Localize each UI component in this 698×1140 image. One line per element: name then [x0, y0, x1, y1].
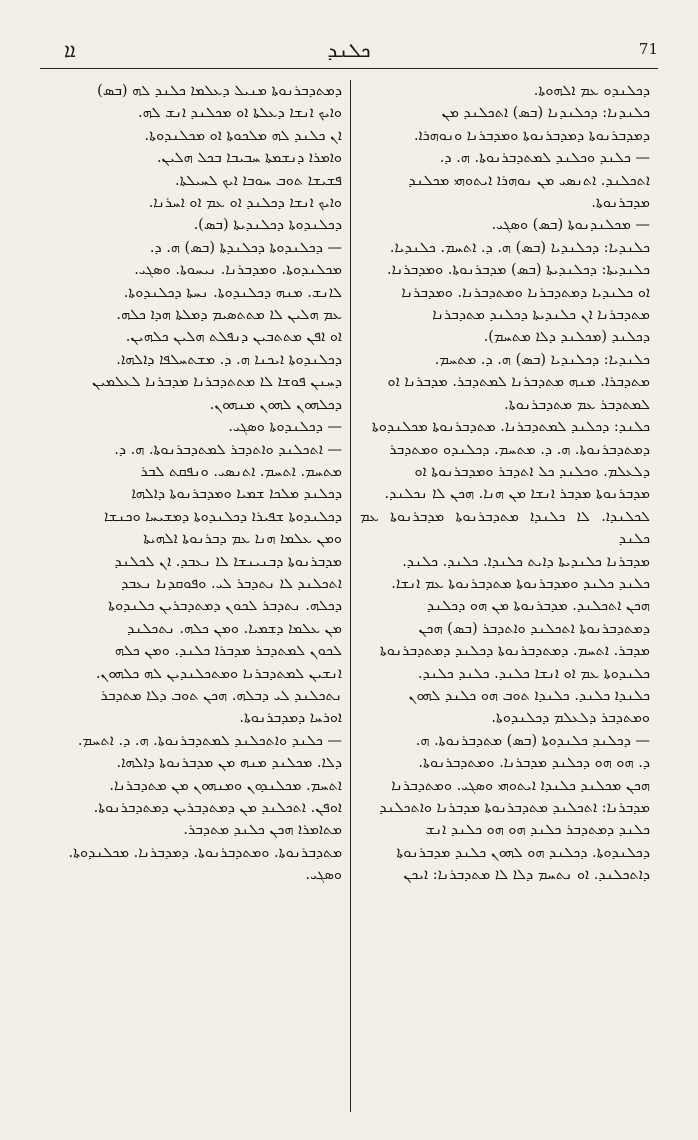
text-line: ܠܐܢܫ. ܡܢܗ ܕܟܠܢܕܘܬܐ. ܢܚܬܐ ܕܟܠܢܕܘܬܐ. [123, 284, 342, 301]
text-line: — ܕܟܠܢܕܘܬܐ ܕܟܠܢܕܬܐ (ܒܣ) ܗ. ܕ. [149, 239, 342, 256]
text-line: ܕܟܠܢܕܘܬܐ ܕܟܠܢܕܝܬܐ (ܒܣ). [193, 217, 342, 234]
text-line: ܐܘܪܚܐ ܕܡܕܒܪܢܘܬܐ. [239, 710, 342, 727]
text-line: ܕܠܐ. ܡܟܠܢܕ ܡܢܗ ܡܢ ܡܕܒܪܢܘܬܐ ܕܐܠܗܐ. [116, 755, 342, 772]
text-line: ܟܠܢܕܝܐ: ܕܟܠܢܕܝܐ (ܒܣ) ܗ. ܕ. ܐܬܚܡ. ܟܠܢܕܝܐ. [389, 239, 650, 256]
text-line: ܕܟܠܗܘܢ ܠܗܘܢ ܡܢܗܘܢ. [209, 396, 342, 413]
text-line: ܕܡܬܕܒܪܢܘܬܐ ܐܬܟܠܢܕ ܘܐܬܕܒܪ (ܒܣ) ܗܟܢ [418, 620, 650, 637]
text-line: — ܐܬܟܠܢܕ ܘܐܬܕܒܪ ܠܡܬܕܒܪܢܘܬܐ. ܗ. ܕ. [114, 441, 342, 458]
text-line: ܕܡܬܕܒܪܢܘܬܐ ܡܢܝܠ ܕܥܠܡܐ ܟܠܢܕ ܠܗ (ܒܣ) [97, 83, 342, 99]
text-line: ܐܬܟܠܢܕ ܠܐ ܢܬܕܒܪ ܠܝ. ܘܦܘܩܕܢܐ ܢܥܒܕ [121, 575, 342, 592]
text-line: ܗܟܢ ܡܟܠܢܕ ܟܠܢܕܐ ܐܝܬܘܗܝ ܘܣܓܝ. ܘܡܬܕܒܪܢܐ [391, 777, 650, 794]
text-line: ܥܡ ܗܠܝܢ ܠܐ ܡܬܬܣܝܡ ܕܡܠܬܐ ܗܕܐ ܟܠܗ. [116, 307, 342, 324]
text-line: ܐܢ ܟܠܢܕ ܠܗ ܡܠܟܘܬܐ ܐܘ ܡܟܠܢܕܘܬܐ. [144, 127, 342, 144]
running-header [40, 34, 658, 69]
text-line: ܟܠܢܕ ܟܠܢܕ ܘܡܕܒܪܢܘܬܐ ܡܬܕܒܪܢܘܬܐ ܥܡ ܐܢܫܐ. [391, 575, 650, 592]
text-line: ܐܘ ܟܠܢܕܝܐ ܕܡܬܕܒܪܢܐ ܘܡܬܕܒܪܢܐ. ܘܡܕܒܪܢܐ [401, 284, 650, 301]
text-line: ܠܡܬܕܒܪ ܥܡ ܡܬܕܒܪܢܘܬܐ. [504, 396, 650, 413]
column-divider [350, 80, 351, 1112]
text-line: ܡܢ ܥܠܡܐ ܕܫܡܝܐ. ܘܡܢ ܟܠܗ. ܢܬܟܠܢܕ [127, 620, 342, 637]
text-line: ܡܕܒܪܢܐ ܟܠܢܕܝܬܐ ܕܐܝܬ ܟܠܢܕܐ. ܟܠܢܕ. ܟܠܢܕ. [402, 553, 650, 570]
text-line: ܠܟܘܢ ܠܡܬܕܒܪ ܡܕܒܪܐ ܟܠܢܕ. ܘܡܢ ܟܠܗ [114, 643, 342, 660]
text-line: ܦܫܝܫܐ ܬܘܒ ܚܘܒܐ ܐܝܟ ܠܚܝܠܬܐ. [174, 172, 342, 189]
text-line: ܟܠܢܕ: ܕܟܠܢܕ ܠܡܬܕܒܪܢܐ. ܡܬܕܒܪܢܘܬܐ ܡܟܠܢܕܘܬܐ [371, 419, 650, 436]
text-line: ܡܕܒܪܢܘܬܐ. [591, 195, 650, 212]
text-line: ܐܘ ܐܦܢ ܡܬܬܒܝܢ ܕܢܦܠܬ ܗܠܝܢ ܟܠܗܝܢ. [125, 329, 342, 346]
text-line: ܕܟܠܢܕܘܬܐ. ܕܟܠܢܕ ܗܘ ܠܗܘܢ ܟܠܢܕ ܡܕܒܪܢܘܬܐ [396, 844, 650, 861]
text-line: ܡܕܒܪܢܘܬܐ ܡܕܒܪ ܐܢܫܐ ܡܢ ܗܢܐ. ܗܟܢ ܠܐ ܢܟܠܢܕ. [384, 486, 650, 503]
text-line: ܕܟܠܢܕ ܡܠܟܐ ܫܡܝܐ ܘܡܕܒܪܢܘܬܐ ܕܐܠܗܐ [131, 486, 342, 503]
text-line: ܟܠܢܕܝܬܐ: ܕܟܠܢܕܝܬܐ (ܒܣ) ܡܕܒܪܢܘܬܐ. ܘܡܕܒܪܢܐ. [387, 262, 650, 279]
text-line: ܡܬܐܡܪܐ ܗܟܢ ܟܠܢܕ ܡܬܕܒܪ. [183, 822, 342, 839]
text-line: ܕܟܠܢܕܘ ܥܡ ܐܠܗܘܬܐ. [533, 83, 650, 99]
text-line: ܡܟܠܢܕܘܬܐ. ܘܡܕܒܪܢܐ. ܢܝܚܘܬܐ. ܘܣܓܝ. [134, 262, 342, 279]
text-line: ܡܕܒܪܢܘܬܐ ܕܒܢܝܢܫܐ ܠܐ ܢܥܒܕ. ܐܢ ܠܟܠܢܕ [114, 553, 342, 570]
text-line: ܡܬܕܒܪܢܘܬܐ. ܘܡܬܕܒܪܢܘܬܐ. ܕܡܕܒܪܢܐ. ܡܟܠܢܕܘܬܐ. [68, 844, 342, 861]
text-line: ܐܢܫܝܢ ܠܡܬܕܒܪܢܐ ܘܡܬܟܠܢܕܝܢ ܠܗ ܟܠܗܘܢ. [95, 665, 342, 682]
text-line: ܐܬܚܡ. ܡܟܠܢܕܘܢ ܘܡܢܗܘܢ ܡܢ ܡܬܕܒܪܢܐ. [109, 777, 342, 794]
text-line: ܕܟܠܗ. ܢܬܕܒܪ ܠܟܘܢ ܕܡܬܕܒܪܝܢ ܟܠܢܕܘܬܐ [108, 598, 342, 615]
text-line: ܢܬܟܠܢܕ ܠܝ ܕܒܠܗ. ܗܟܢ ܬܘܒ ܕܠܐ ܡܬܕܒܪ [100, 687, 342, 704]
text-line: ܘܐܡܪܐ ܕܢܫܡܬܐ ܚܒܝܒܐ ܒܟܠ ܗܠܝܢ. [156, 150, 342, 167]
text-line: ܕܟܠܢܕܘܬܐ ܫܦܝܪܐ ܕܟܠܢܕܘܬܐ ܕܡܫܝܚܐ ܘܟܢܫܐ [104, 508, 342, 525]
text-line: ܕܐܬܟܠܢܕ. ܐܘ ܢܬܚܡ ܕܠܐ ܠܐ ܡܬܕܒܪܢܐ: ܐܝܟܢ [403, 867, 650, 884]
text-line: ܘܐܝܟ ܐܢܫܐ ܕܥܠܬܐ ܐܘ ܡܟܠܢܕ ܐܢܫ ܠܗ. [137, 105, 342, 122]
text-line: ܘܣܓܝ. [305, 867, 342, 884]
text-line: ܡܬܚܡ. ܐܬܚܡ. ܐܬܢܣܝ. ܘܢܦܩܬ ܠܒܪ [140, 463, 342, 480]
text-line: ܡܬܕܒܪܐ. ܡܢܗ ܡܬܕܒܪܢܐ ܠܡܬܕܒܪ. ܡܕܒܪܢܐ ܐܘ [387, 374, 650, 391]
running-head-title: ܟܠܢܕ [327, 38, 371, 62]
text-line: ܕܚܢܢ ܦܘܫܐ ܠܐ ܡܬܬܕܒܪܢܐ ܡܕܒܪܢܐ ܠܥܠܡܝܢ [92, 374, 342, 391]
header-left-glyph: ܐܐ [64, 38, 76, 62]
text-line: ܘܡܬܕܒܪ ܕܠܥܠܡ ܕܟܠܢܕܘܬܐ. [491, 710, 650, 727]
text-line: ܟܠܢܕܐ ܟܠܢܕ. ܟܠܢܕܐ ܬܘܒ ܗܘ ܟܠܢܕ ܠܗܘܢ [408, 687, 650, 704]
text-line: ܟܠܢܕܢܐ: ܕܟܠܢܕܢܐ (ܒܣ) ܐܬܟܠܢܕ ܡܢ [441, 105, 650, 122]
text-line: ܡܕܒܪܢܐ: ܐܬܟܠܢܕ ܡܬܕܒܪܢܘܬܐ ܡܕܒܪܢܐ ܘܐܬܟܠܢܕ [379, 800, 650, 816]
text-line: ܟܠܢܕ ܕܡܬܕܒܪ ܟܠܢܕ ܗܘ ܗܘ ܟܠܢܕ ܐܢܫ [425, 822, 650, 839]
text-line: — ܕܟܠܢܕܘܬܐ ܘܣܓܝ. [228, 419, 342, 436]
text-line: ܐܬܟܠܢܕ. ܐܬܢܣܝ ܡܢ ܢܘܗܪܐ ܐܝܬܘܗܝ ܡܟܠܢܕ [408, 172, 650, 189]
text-line: ܗܟܢ ܐܬܟܠܢܕ. ܡܕܒܪܢܘܬܐ ܡܢ ܗܘ ܕܟܠܢܕ [426, 598, 650, 615]
text-line: ܕܡܕܒܪܢܘܬܐ ܕܡܕܒܪܢܘܬܐ ܘܡܕܒܪܢܐ ܘܢܘܗܪܐ. [413, 127, 650, 144]
text-line: ܐܘܦܢ. ܐܬܟܠܢܕ ܡܢ ܕܡܬܕܒܪܝܢ ܕܡܬܕܒܪܢܘܬܐ. [93, 800, 342, 816]
text-line: ܕ. ܗܘ ܗܘ ܕܟܠܢܕ ܡܕܒܪܢܐ. ܘܡܬܕܒܪܢܘܬܐ. [418, 755, 650, 772]
text-line: — ܕܟܠܢܕ ܟܠܢܕܘܬܐ (ܒܣ) ܡܬܕܒܪܢܘܬܐ. ܗ. [415, 732, 650, 749]
right-column [360, 80, 650, 1112]
text-line: ܘܡܢ ܥܠܡܐ ܗܢܐ ܥܡ ܕܒܪܢܘܬܐ ܐܠܗܝܬܐ [143, 531, 342, 548]
text-line: ܟܠܢܕܝܐ: ܕܟܠܢܕܝܐ (ܒܣ) ܗ. ܕ. ܡܬܚܡ. [434, 351, 650, 368]
text-line: ܡܬܕܒܪܢܐ ܐܢ ܟܠܢܕܝܬܐ ܕܟܠܢܕ ܡܬܕܒܪܢܐ [432, 307, 650, 324]
text-line: — ܟܠܢܕ ܘܐܬܟܠܢܕ ܠܡܬܕܒܪܢܘܬܐ. ܗ. ܕ. ܐܬܚܡ. [77, 732, 342, 749]
text-line: ܡܕܒܪ. ܐܬܚܡ. ܕܡܬܕܒܪܢܘܬܐ ܕܟܠܢܕ ܕܡܬܕܒܪܢܘܬܐ [379, 643, 650, 660]
text-line: ܕܡܬܕܒܪܢܘܬܐ. ܗ. ܕ. ܡܬܚܡ. ܕܟܠܢܕܘ ܘܡܬܕܒܪ [389, 441, 650, 458]
text-line: ܘܐܝܟ ܐܢܫܐ ܕܟܠܢܕ ܐܘ ܥܡ ܐܘ ܐܚܪܢܐ. [148, 195, 342, 212]
text-line: ܕܟܠܢܕ (ܡܟܠܢܕ ܕܠܐ ܡܬܚܡ). [483, 329, 650, 346]
page-number: 71 [638, 40, 658, 58]
text-line: ܕܟܠܢܕܘܬܐ ܐܝܟܢܐ ܗ. ܕ. ܡܫܬܚܠܦܐ ܕܐܠܗܐ. [116, 351, 342, 368]
text-line: — ܟܠܢܕ ܘܟܠܢܕ ܠܡܬܕܒܪܢܘܬܐ. ܗ. ܕ. [439, 150, 650, 167]
left-column [58, 80, 342, 1112]
text-line: ܠܟܠܢܕܐ. ܠܐ ܟܠܢܕܐ ܡܬܕܒܪܢܘܬܐ ܡܕܒܪܢܘܬܐ ܥܡ ܟܠܢܕ [360, 508, 650, 548]
text-line: ܟܠܢܕܘܬܐ ܥܡ ܐܘ ܐܢܫܐ ܟܠܢܕ. ܟܠܢܕ ܟܠܢܕ. [417, 665, 650, 682]
text-line: ܕܠܥܠܡ. ܘܟܠܢܕ ܟܠ ܐܬܕܒܪ ܘܡܕܒܪܢܘܬܐ ܐܘ [414, 463, 650, 480]
text-line: — ܡܟܠܢܕܢܘܬܐ (ܒܣ) ܘܣܓܝ. [491, 217, 650, 234]
